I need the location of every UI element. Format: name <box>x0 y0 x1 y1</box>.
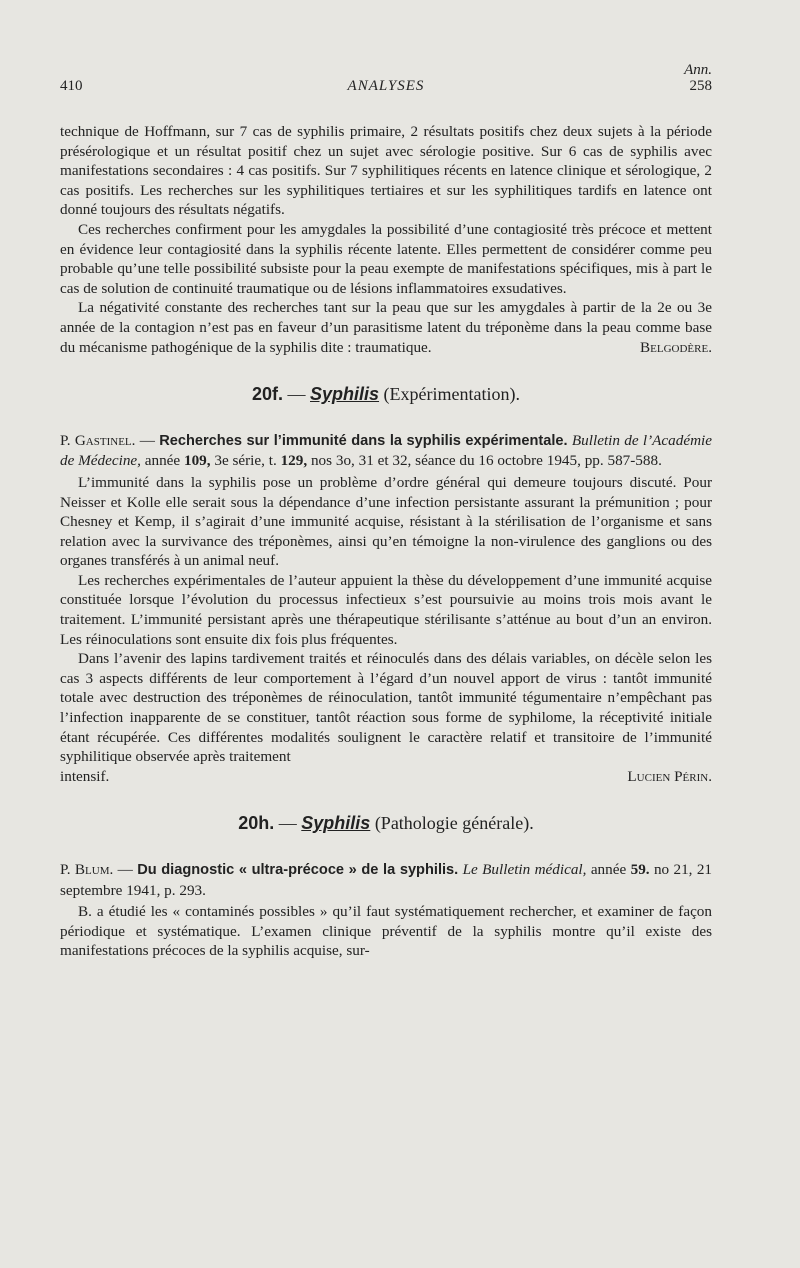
article-2-year-label: année <box>590 861 627 878</box>
article-2-journal: Le Bulletin médical, <box>462 861 587 878</box>
article-2-year: 59. <box>630 861 650 878</box>
page-number-left: 410 <box>60 78 83 94</box>
page-number-right: 258 <box>689 78 712 94</box>
article-1-tome: 129, <box>280 452 308 470</box>
intro-paragraph-2: Ces recherches confirment pour les amygdales la possibilité d’une contagiosité très précoce et mettent en évidence leur contagiosité dans la syphilis récente latente. Elles permettent de considérer comme peu probable qu’une telle possibilité subsiste pour la peau exempte de manifestations spécifiques, mis à part le cas de solution de continuité traumatique ou de lésions inflammatoires exsudatives. <box>60 220 712 297</box>
article-2-title: Du diagnostic « ultra-précoce » de la syphilis. <box>137 862 459 878</box>
article-2-rest: no 21, 21 septembre 1941, p. 293. <box>60 861 713 899</box>
section-subtitle: (Pathologie générale). <box>374 813 534 834</box>
article-2-dash: — <box>117 861 133 878</box>
intro-paragraph-1: technique de Hoffmann, sur 7 cas de syphilis primaire, 2 résultats positifs chez deux sujets à la période présérologique et un résultat positif chez un sujet avec sérologie positive. Sur 6 cas de syphilis avec manifestations secondaires : 4 cas positifs. Sur 7 syphilitiques récents en latence clinique et sérologique, 2 cas positifs. Les recherches sur les syphilitiques tertiaires et sur les syphilitiques tardifs en latence ont donné toujours des résultats négatifs. <box>60 123 712 219</box>
running-header <box>60 78 712 100</box>
article-1-year-label: année <box>144 452 181 470</box>
section-heading-20f <box>60 385 712 405</box>
article-1-paragraph-2: Les recherches expérimentales de l’auteur appuient la thèse du développement d’une immunité acquise constituée lorsque l’évolution du processus infectieux s’est poursuivie au moins trois mois avant le traitement. L’immunité persistant après une thérapeutique stérilisante s’atténue au bout d’un an environ. Les réinoculations sont ensuite dix fois plus fréquentes. <box>60 571 712 648</box>
article-1-reference <box>60 431 712 471</box>
article-1-author: P. Gastinel. <box>60 431 136 449</box>
article-2-author: P. Blum. <box>60 861 114 878</box>
article-2-paragraph-1: B. a étudié les « contaminés possibles » qu’il faut systématiquement rechercher, et examiner de façon périodique et systématique. L’examen clinique préventif de la syphilis montre qu’il existe des manifestations précoces de la syphilis acquise, sur- <box>60 903 712 960</box>
signature-belgodere: Belgodère. <box>640 338 712 356</box>
article-1-paragraph-3: Dans l’avenir des lapins tardivement traités et réinoculés dans des délais variables, on décèle selon les cas 3 aspects différents de leur comportement à l’égard d’un nouvel apport de virus : tantôt immunité totale avec destruction des tréponèmes de réinoculation, tantôt immunité tégumentaire n’empêchant pas l’infection inapparente de se constituer, tantôt réaction sous forme de syphilome, la réceptivité initiale étant récupérée. Ces différentes modalités soulignent le caractère relatif et transitoire de l’immunité syphilitique observée après traitement <box>60 650 712 766</box>
signature-perin: Lucien Périn. <box>627 767 712 785</box>
intro-paragraph-3-text: La négativité constante des recherches tant sur la peau que sur les amygdales à partir de la 2e ou 3e année de la contagion n’est pas en faveur d’un parasitisme latent du tréponème dans la peau comme base du mécanisme pathogénique de la syphilis dite : traumatique. <box>60 299 712 356</box>
article-1-last-word: intensif. <box>60 767 110 785</box>
header-ann: Ann. <box>684 62 712 78</box>
article-1-rest: nos 3o, 31 et 32, séance du 16 octobre 1945, pp. 587-588. <box>310 452 662 470</box>
section-heading-20h <box>60 814 712 834</box>
section-word: Syphilis <box>301 813 371 834</box>
article-1-journal: Bulletin de l’Académie de Médecine, <box>60 431 713 470</box>
section-subtitle: (Expérimentation). <box>383 384 520 405</box>
section-code: 20h. <box>238 813 275 834</box>
section-word: Syphilis <box>310 384 380 405</box>
section-dash: — <box>278 813 297 834</box>
article-1-serie: 3e série, <box>214 452 265 470</box>
page-body <box>60 122 712 961</box>
article-1-paragraph-1: L’immunité dans la syphilis pose un problème d’ordre général qui demeure toujours discuté. Pour Neisser et Kolle elle serait sous la dépendance d’une infection persistante assurant la prémunition ; pour Chesney et Kemp, il s’agirait d’une immunité acquise, résistant à la stérilisation de l’organisme et sans relation avec la survivance des tréponèmes, ainsi qu’en témoigne la non-virulence des ganglions ou des organes transférés à un animal neuf. <box>60 473 712 570</box>
section-code: 20f. <box>251 384 284 405</box>
article-1-dash: — <box>139 431 155 449</box>
intro-paragraph-3 <box>60 298 712 357</box>
article-1-title: Recherches sur l’immunité dans la syphilis expérimentale. <box>159 432 568 449</box>
article-1-tome-label: t. <box>268 452 277 470</box>
section-dash: — <box>287 384 306 405</box>
article-1-year: 109, <box>183 452 211 470</box>
article-1-closing-line <box>60 767 712 787</box>
article-2-reference <box>60 860 712 900</box>
running-title: ANALYSES <box>347 78 425 94</box>
